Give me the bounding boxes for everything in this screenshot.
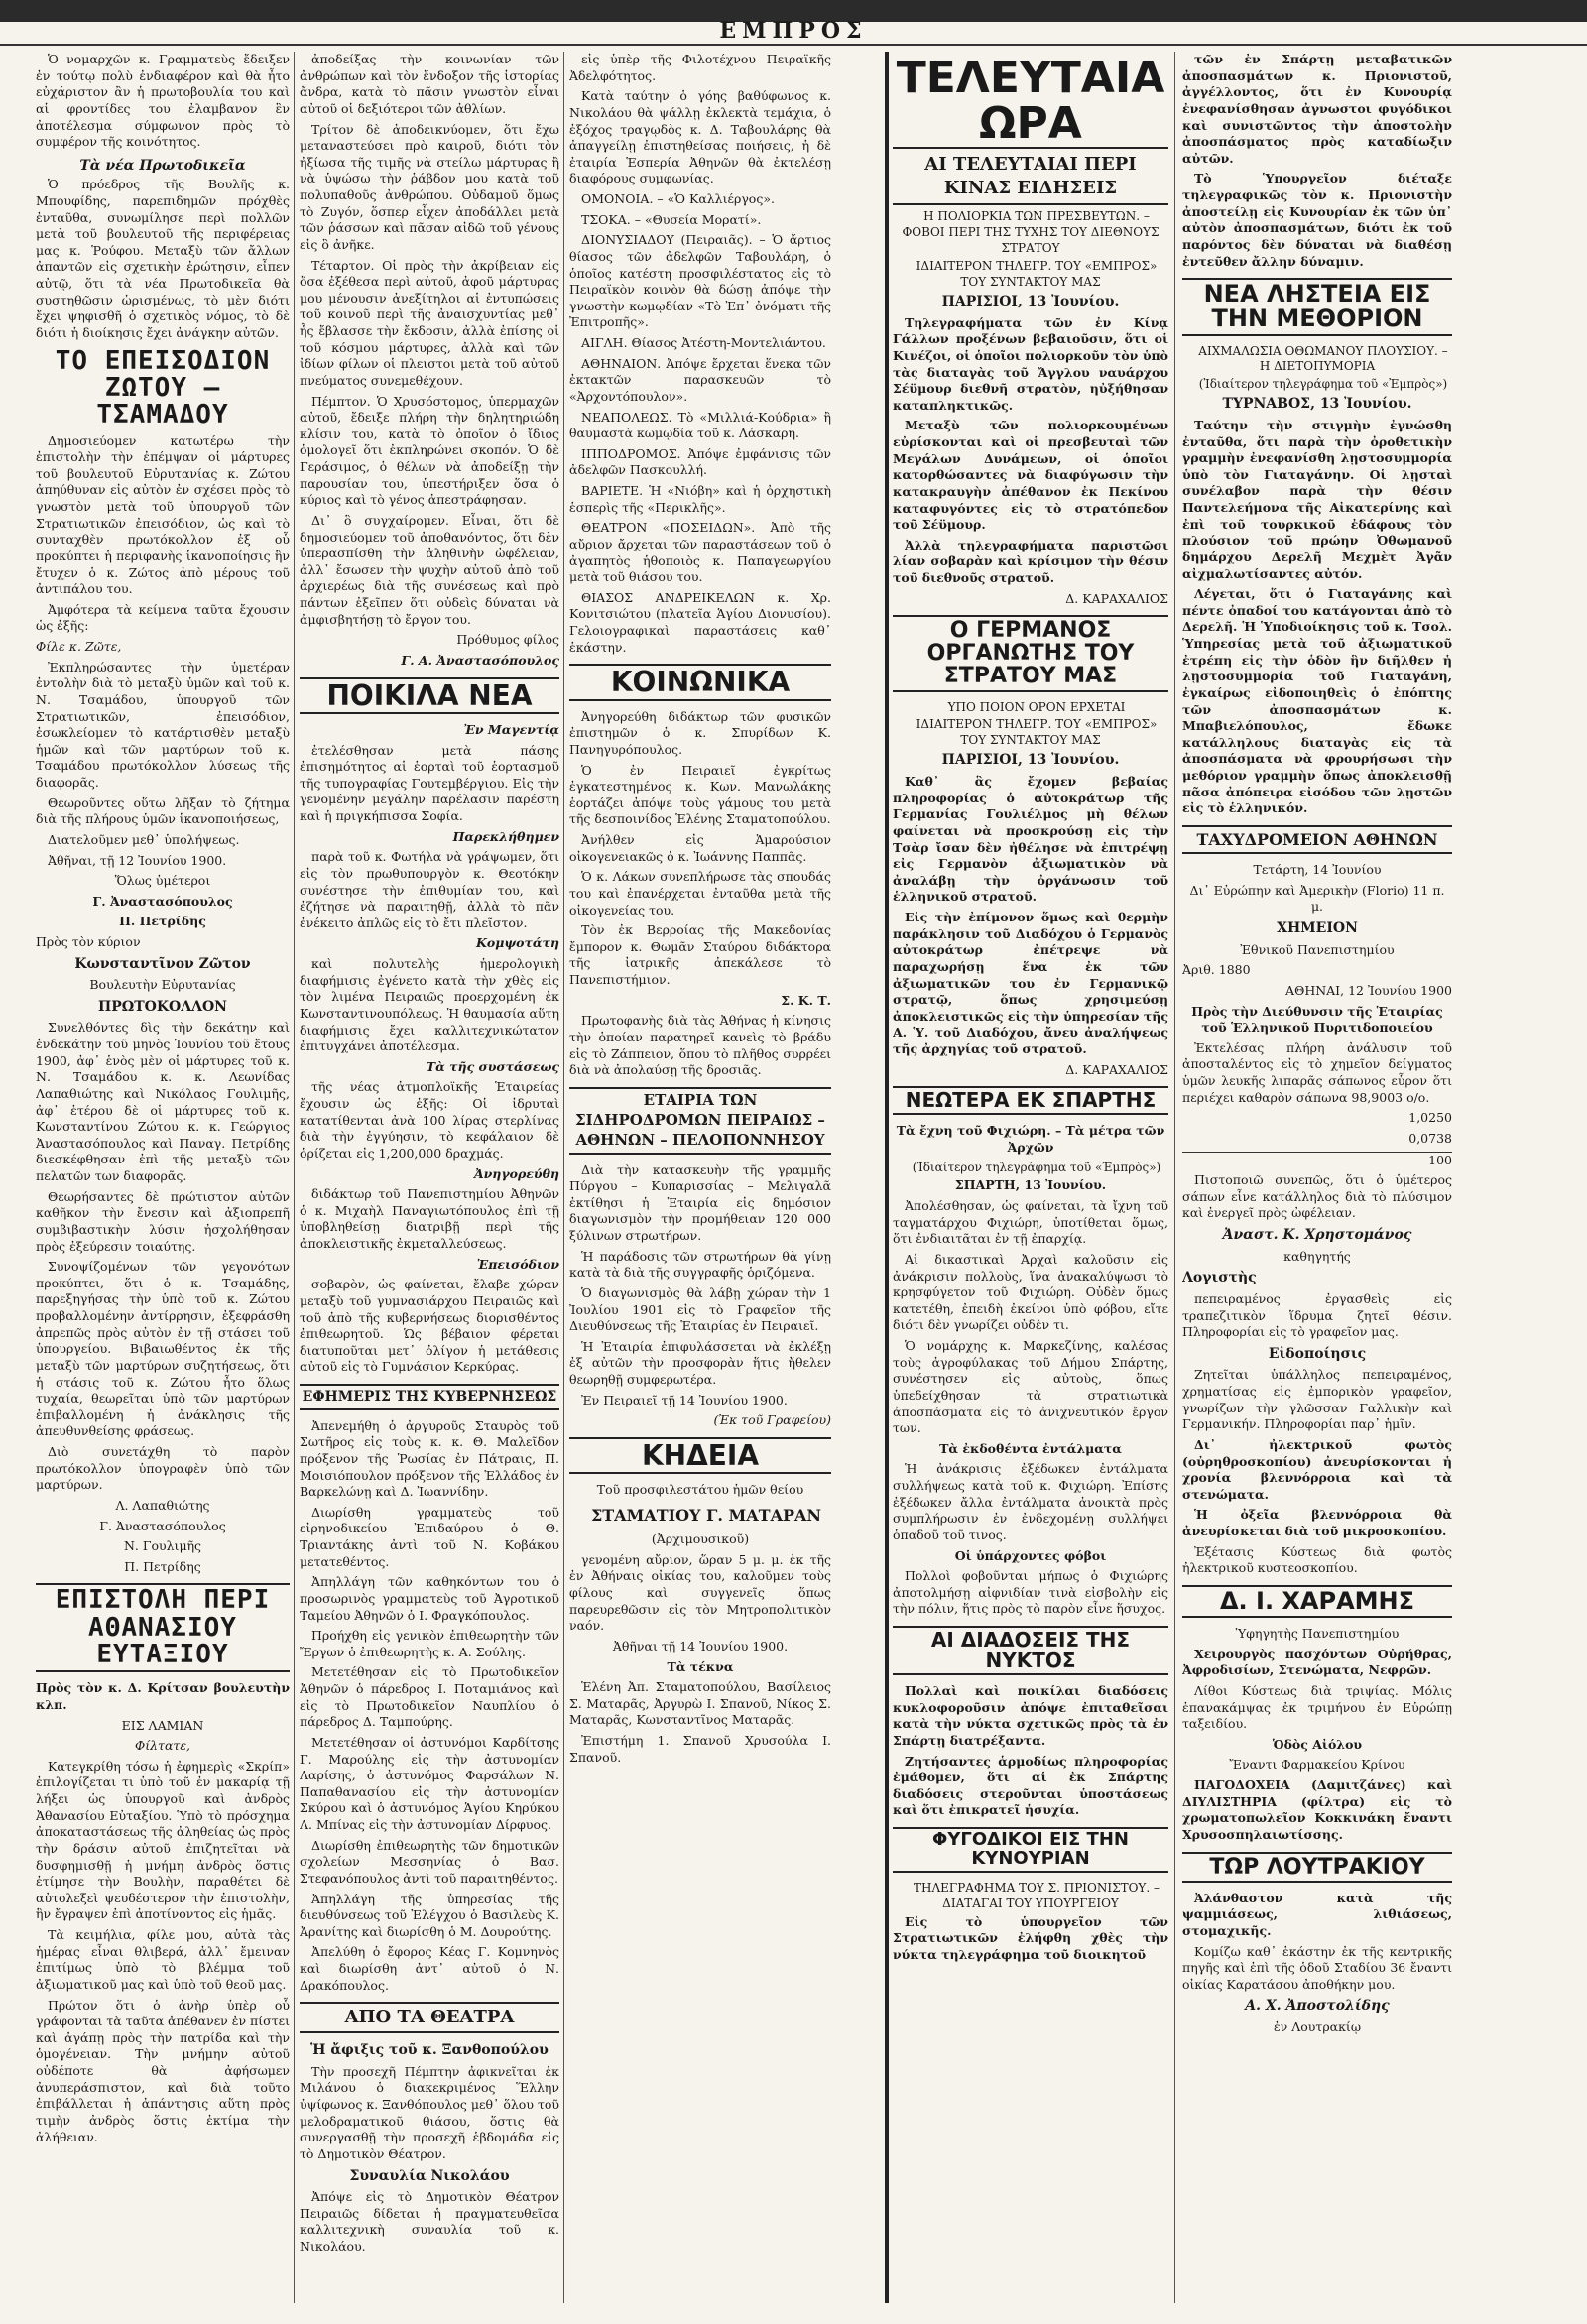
signature: Σ. Κ. Τ. <box>781 992 831 1008</box>
paragraph: Εἰς τὸ ὑπουργεῖον τῶν Στρατιωτικῶν ἐλήφθη χθὲς τὴν νύκτα τηλεγράφημα τοῦ διοικητοῦ <box>893 1913 1168 1963</box>
signature: Ἀναστ. Κ. Χρηστομάνος <box>1222 1227 1412 1244</box>
paragraph: Εἰς τὴν ἐπίμονον ὅμως καὶ θερμὴν παράκλησιν τοῦ Διαδόχου ὁ Γερμανὸς αὐτοκράτωρ ἐπέτρεψε νὰ παραχωρήσῃ ἕνα ἐκ τῶν ἀξιωματικῶν του ἐν Γερμανικῷ στρατῷ, ὅπως χρησιμεύσῃ ἀποκλειστικῶς εἰς τὴν ὑπηρεσίαν τῆς Α. Ὑ. τοῦ Διαδόχου, ἄνευ ἀναλήψεως τῆς ἀρχηγίας τοῦ στρατοῦ. <box>893 910 1168 1056</box>
deceased-name: ΣΤΑΜΑΤΙΟΥ Γ. ΜΑΤΑΡΑΝ <box>590 1505 822 1525</box>
article-headline: ΑΙ ΔΙΑΔΟΣΕΙΣ ΤΗΣ ΝΥΚΤΟΣ <box>893 1626 1168 1675</box>
ad-heading: Λογιστὴς <box>1182 1270 1257 1286</box>
paragraph: Ἡ ὀξεῖα βλεννόρροια θὰ ἀνευρίσκεται διὰ τοῦ μικροσκοπίου. <box>1182 1507 1452 1539</box>
witness: Π. Πετρίδης <box>124 1558 201 1574</box>
paragraph: Ἀνηγορεύθη διδάκτωρ τῶν φυσικῶν ἐπιστημῶν ὁ κ. Σπυρίδων Κ. Πανηγυρόπουλος. <box>569 708 831 757</box>
analysis-value: 1,0250 <box>1408 1110 1452 1126</box>
paragraph: Ἐπιστήμη 1. Σπανοῦ Χρυσούλα Ι. Σπανοῦ. <box>569 1733 831 1765</box>
paragraph: Προήχθη εἰς γενικὸν ἐπιθεωρητὴν τῶν Ἔργων ὁ ἐπιθεωρητὴς κ. Α. Σούλης. <box>300 1628 559 1659</box>
paragraph: ΑΙΓΛΗ. Θίασος Ἀτέστη-Μοντελιάντου. <box>581 335 826 350</box>
address: Ἔναντι Φαρμακείου Κρίνου <box>1229 1757 1405 1773</box>
article-headline: Ο ΓΕΡΜΑΝΟΣ ΟΡΓΑΝΩΤΗΣ ΤΟΥ ΣΤΡΑΤΟΥ ΜΑΣ <box>893 615 1168 691</box>
paragraph: Δημοσιεύομεν κατωτέρω τὴν ἐπιστολὴν τὴν ἐπέμψαν οἱ μάρτυρες τοῦ βουλευτοῦ Εὐρυτανίας κ. Ζώτου ἀπηύθυναν εἰς αὐτὸν ἐν σχέσει πρὸς τὸ γνωστὸν μετὰ τοῦ ὑπουργοῦ τῶν Στρατιωτικῶν ἐπεισόδιον, ὡς καὶ τὸ συνταχθὲν πρωτόκολλον ἐξ οὗ προκύπτει ἡ περιφανὴς ἱκανοποίησις ἣν ἔτυχεν ὁ κ. Ζώτος ἀπὸ μέρους τοῦ ἀντιπάλου του. <box>36 432 290 597</box>
paragraph: Μεταξὺ τῶν πολιορκουμένων εὐρίσκονται καὶ οἱ πρεσβευταὶ τῶν Μεγάλων Δυνάμεων, οἱ ὁποῖοι κατορθώσαντες νὰ διαφύγωσιν τὴν κατακραυγὴν ἀπέθανον ἐκ Πεκίνου καταφυγόντες εἰς τὸ στρατόπεδον τοῦ Σέϋμουρ. <box>893 418 1168 533</box>
closing: Πρόθυμος φίλος <box>456 632 559 648</box>
paragraph: Διὸ συνετάχθη τὸ παρὸν πρωτόκολλον ὑπογραφὲν ὑπὸ τῶν μαρτύρων. <box>36 1444 290 1493</box>
paragraph: Ζητήσαντες ἁρμοδίως πληροφορίας ἐμάθομεν, ὅτι αἱ ἐκ Σπάρτης διαδόσεις στεροῦνται ὑποστάσεως καὶ ὅτι ἐπικρατεῖ ἡσυχία. <box>893 1753 1168 1818</box>
paragraph: Ἀπελύθη ὁ ἔφορος Κέας Γ. Κομνηνὸς καὶ διωρίσθη ἀντ᾽ αὐτοῦ ὁ Ν. Δρακόπουλος. <box>300 1944 559 1993</box>
article-headline: ΕΠΙΣΤΟΛΗ ΠΕΡΙ ΑΘΑΝΑΣΙΟΥ ΕΥΤΑΞΙΟΥ <box>36 1583 290 1672</box>
page-headline: ΤΕΛΕΥΤΑΙΑ ΩΡΑ <box>893 56 1168 149</box>
paragraph: Δι᾽ ἠλεκτρικοῦ φωτὸς (οὐρηθροσκοπίου) ἀνευρίσκονται ἡ χρονία βλεννόρροια καὶ τὰ στενώματα. <box>1182 1436 1452 1502</box>
column-divider <box>885 52 889 2303</box>
paragraph: Δι᾽ Εὐρώπην καὶ Ἀμερικὴν (Florio) 11 π. μ. <box>1189 882 1445 915</box>
paragraph: ΘΙΑΣΟΣ ΑΝΔΡΕΙΚΕΛΩΝ κ. Χρ. Κονιτσιώτου (πλατεῖα Ἁγίου Διονυσίου). Γελοιογραφικαὶ παραστάσεις καθ᾽ ἑκάστην. <box>569 589 831 655</box>
paragraph: Συνοψίζομένων τῶν γεγονότων προκύπτει, ὅτι ὁ κ. Τσαμάδης, παρεξηγήσας τὴν ὑπὸ τοῦ κ. Ζώτου προβαλλομένην ἀντίρρησιν, ἐξεφράσθη ἀπρεπῶς πρὸς αὐτὸν ἐν τῇ στάσει τοῦ ὑπουργείου. Βιβαιωθέντος ἐκ τῆς μεταξὺ τῶν μαρτύρων συζητήσεως, ὅτι ἡ στάσις τοῦ κ. Ζώτου ἦτο ὅλως τυχαία, θεωρεῖται ὑπὸ τῶν μαρτύρων ἐπιβαλλομένη ἡ ἀνάκλησις τῆς ἀπευθυνθείσης φράσεως. <box>36 1259 290 1439</box>
column-2 <box>300 52 559 2303</box>
paragraph: ἀποδείξας τὴν κοινωνίαν τῶν ἀνθρώπων καὶ τὸν ἔνδοξον τῆς ἱστορίας ἄνδρα, κατὰ τὸ πᾶσιν γνωστὸν εἶναι αὐτοῦ οἱ δεξιότεροι τῶν ἀθλίων. <box>300 52 559 116</box>
column-4 <box>893 52 1168 2303</box>
paragraph: Ἀπολέσθησαν, ὡς φαίνεται, τὰ ἴχνη τοῦ ταγματάρχου Φιχιώρη, ὑποτίθεται ὅμως, ὅτι ἐνδιαιτᾶται ἐν τῇ ἐπαρχίᾳ. <box>893 1198 1168 1247</box>
addressee: Πρὸς τὸν κύριον <box>36 934 141 949</box>
paragraph: Διὰ τὴν κατασκευὴν τῆς γραμμῆς Πύργου – Κυπαρισσίας – Μελιγαλᾶ ἐκτίθησι ἡ Ἑταιρία εἰς δημόσιον διαγωνισμὸν τὴν προμήθειαν 120 000 ξύλινων στρωτήρων. <box>569 1162 831 1244</box>
paragraph: Ὁ διαγωνισμὸς θὰ λάβῃ χώραν τὴν 1 Ἰουλίου 1901 εἰς τὸ Γραφεῖον τῆς Διευθύνσεως τῆς Ἑταιρίας ἐν Πειραιεῖ. <box>569 1284 831 1334</box>
paragraph: Ἐθνικοῦ Πανεπιστημίου <box>1240 941 1395 957</box>
address: Ὁδὸς Αἰόλου <box>1272 1736 1363 1752</box>
signature-place: ἐν Λουτρακίῳ <box>1273 2019 1362 2035</box>
news-kicker: Ἀνηγορεύθη <box>473 1165 559 1181</box>
paragraph: καὶ πολυτελὴς ἡμερολογικὴ διαφήμισις ἐγένετο κατὰ τὴν χθὲς εἰς τὸν λιμένα Πειραιῶς προερχομένη ἐκ Κωνσταντινουπόλεως. Ἡ θαυμασία αὕτη διαφήμισις ἔχει καλλιτεχνικώτατον ἐπιτυγχάνει ἀποτέλεσμα. <box>300 956 559 1054</box>
subheading: ΑΙΧΜΑΛΩΣΙΑ ΟΘΩΜΑΝΟΥ ΠΛΟΥΣΙΟΥ. – Η ΔΙΕΤΟΠΥΜΟΡΙΑ <box>1198 343 1448 374</box>
paragraph: Αἱ δικαστικαὶ Ἀρχαὶ καλοῦσιν εἰς ἀνάκρισιν πολλοὺς, ἵνα ἀνακαλύψωσι τὸ κρησφύγετον τοῦ Φιχιώρη. Οὐδὲν ὅμως κατετέθη, ἐπειδὴ ἐκείνοι ὑπὸ φόβου, εἴτε διότι δὲν γνωρίζει οὐδὲν τι. <box>893 1251 1168 1333</box>
paragraph: Ἡ παράδοσις τῶν στρωτήρων θὰ γίνῃ κατὰ τὰ διὰ τῆς συγγραφῆς ὁριζόμενα. <box>569 1248 831 1281</box>
dateline: Ἀθῆναι τῇ 14 Ἰουνίου 1900. <box>612 1638 789 1653</box>
subheading: (Ἰδιαίτερον τηλεγράφημα τοῦ «Ἐμπρὸς») <box>1198 377 1448 392</box>
paragraph: Διατελοῦμεν μεθ᾽ ὑπολήψεως. <box>48 831 240 847</box>
paragraph: Λίθοι Κύστεως διὰ τριψίας. Μόλις ἐπανακάμψας ἐκ τριμήνου ἐν Εὐρώπῃ ταξειδίου. <box>1182 1682 1452 1732</box>
subheading: ΤΗΛΕΓΡΑΦΗΜΑ ΤΟΥ Σ. ΠΡΙΟΝΙΣΤΟΥ. – ΔΙΑΤΑΓΑΙ ΤΟΥ ΥΠΟΥΡΓΕΙΟΥ <box>914 1880 1160 1910</box>
paragraph: τῆς νέας ἀτμοπλοϊκῆς Ἑταιρείας ἔχουσιν ὡς ἑξῆς: Οἱ ἱδρυταὶ κατατίθενται ἀνὰ 100 λίρας στερλίνας διὰ τὴν ἐγγύησιν, τὸ κεφάλαιον δὲ ὁρίζεται εἰς 1,200,000 δραχμάς. <box>300 1079 559 1161</box>
subheading: ΙΔΙΑΙΤΕΡΟΝ ΤΗΛΕΓΡ. ΤΟΥ «ΕΜΠΡΟΣ» ΤΟΥ ΣΥΝΤΑΚΤΟΥ ΜΑΣ <box>916 717 1158 748</box>
article-headline: ΑΙ ΤΕΛΕΥΤΑΙΑΙ ΠΕΡΙ ΚΙΝΑΣ ΕΙΔΗΣΕΙΣ <box>893 153 1168 205</box>
paragraph: παρὰ τοῦ κ. Φωτήλα νὰ γράψωμεν, ὅτι εἰς τὸν πρωθυπουργὸν κ. Θεοτόκην συνέστησε τὴν ἐπιθυμίαν του, καὶ ἐζήτησε νὰ παραιτηθῇ, ἀλλὰ τὸ πᾶν ἐνέκειτο ἀπλῶς εἰς τὸ ἔτι πλεῖστον. <box>300 849 559 930</box>
paragraph: ΙΠΠΟΔΡΟΜΟΣ. Ἀπόψε ἐμφάνισις τῶν ἀδελφῶν Πασκουλλή. <box>569 445 831 478</box>
paragraph: Ὑφηγητὴς Πανεπιστημίου <box>1235 1626 1400 1642</box>
salutation: Φίλε κ. Ζῶτε, <box>36 639 122 654</box>
paragraph: εἰς ὑπὲρ τῆς Φιλοτέχνου Πειραϊκῆς Ἀδελφότητος. <box>569 52 831 83</box>
signature: Γ. Ἀναστασόπουλος <box>92 893 233 909</box>
paragraph: Ὁ πρόεδρος τῆς Βουλῆς κ. Μπουφίδης, παρεπιδημῶν πρόχθὲς ἐνταῦθα, συνωμίλησε περὶ πολλῶν μετὰ τοῦ βουλευτοῦ τῆς περιφέρειας μας κ. Ῥούφου. Μεταξὺ τῶν ἄλλων ἀπαντῶν εἰς σχετικὴν ἐρώτησιν, εἶπεν αὐτῷ, ὅτι τὰ νέα Πρωτοδικεῖα θὰ συστηθῶσιν ὡρισμένως, τὸ μὲν διότι ἔχει ψηφισθῆ ὁ σχετικὸς νόμος, τὸ δὲ διότι ἡ διοίκησις ἔχει ἀνάγκην αὐτῶν. <box>36 177 290 340</box>
signature: Γ. Α. Ἀναστασόπουλος <box>401 652 559 668</box>
addressee-place: ΕΙΣ ΛΑΜΙΑΝ <box>121 1717 204 1733</box>
paragraph: Τὸ Ὑπουργεῖον διέταξε τηλεγραφικῶς τὸν κ. Πριονιστὴν ἀποστείλῃ εἰς Κυνουρίαν ἐκ τῶν ὑπ᾽ αὐτὸν ἀποσπασμάτων, διότι ἐκ τοῦ παρόντος δὲν δύναται νὰ διαθέσῃ ἐντεῦθεν ἄλλην δύναμιν. <box>1182 171 1452 269</box>
news-kicker: Τὰ ἐκδοθέντα ἐντάλματα <box>939 1440 1122 1456</box>
paragraph: Ἀπενεμήθη ὁ ἀργυροῦς Σταυρὸς τοῦ Σωτῆρος εἰς τοὺς κ. κ. Θ. Μαλεῖδον πρόξενον τῆς Ῥωσίας ἐν Πάτραις, Π. Μοισιόπουλον πρόξενον τῆς Ἑλλάδος ἐν Βαρκελώνῃ καὶ Δ. Ἰωαννίδην. <box>300 1417 559 1500</box>
dateline: ΑΘΗΝΑΙ, 12 Ἰουνίου 1900 <box>1285 982 1452 998</box>
news-kicker: Συναυλία Νικολάου <box>349 2167 510 2184</box>
paragraph: Κομίζω καθ᾽ ἑκάστην ἐκ τῆς κεντρικῆς πηγῆς καὶ ἐπὶ τῆς ὁδοῦ Σταδίου 36 ἔναντι οἰκίας Καρατάσου ἀποθήκην μου. <box>1182 1943 1452 1992</box>
paragraph: Ἀνήλθεν εἰς Ἁμαρούσιον οἰκογενειακῶς ὁ κ. Ἰωάννης Παππᾶς. <box>569 832 831 864</box>
masthead-rule <box>0 44 1587 46</box>
section-headline: ΤΑΧΥΔΡΟΜΕΙΟΝ ΑΘΗΝΩΝ <box>1182 825 1452 854</box>
paragraph: Πέμπτον. Ὁ Χρυσόστομος, ὑπερμαχῶν αὐτοῦ, ἔδειξε πλήρη τὴν δηλητηριώδη κλίσιν του, κατὰ τὸ ὁποῖον ὁ ἴδιος ὁμολογεῖ ὅτι ἐκπληρώνει σκοπόν. Ὁ δὲ Γεράσιμος, ὁ θέλων νὰ ἀποδείξῃ τὴν παρουσίαν του, ὑπεστήριξεν ὅσα ὁ κύριος καὶ τὸ γένος ἀπεστράφησαν. <box>300 393 559 508</box>
section-heading: Τὰ νέα Πρωτοδικεῖα <box>79 157 246 174</box>
mourners-heading: Τὰ τέκνα <box>667 1658 734 1674</box>
ad-heading: Εἰδοποίησις <box>1268 1345 1367 1362</box>
addressee: Πρὸς τὴν Διεύθυνσιν τῆς Ἑταιρίας τοῦ Ἑλληνικοῦ Πυριτιδοποιείου <box>1191 1003 1443 1036</box>
paragraph: Ἐν Πειραιεῖ τῇ 14 Ἰουνίου 1900. <box>581 1392 788 1407</box>
source: (Ἐκ τοῦ Γραφείου) <box>713 1412 831 1428</box>
paragraph: Ἡ Ἑταιρία ἐπιφυλάσσεται νὰ ἐκλέξῃ ἐξ αὐτῶν τὴν προσφορὰν ἥτις ἤθελεν θεωρηθῇ συμφερωτέρα. <box>569 1338 831 1388</box>
paragraph: Συνελθόντες δὶς τὴν δεκάτην καὶ ἑνδεκάτην τοῦ μηνὸς Ἰουνίου τοῦ ἔτους 1900, ἀφ᾽ ἑνὸς μὲν οἱ μάρτυρες τοῦ κ. Ν. Τσαμάδου κ. κ. Λεωνίδας Λαπαθιώτης καὶ Νικόλαος Γουλιμῆς, ἀφ᾽ ἑτέρου δὲ οἱ μάρτυρες τοῦ κ. Κωνσταντίνου Ζώτου κ. κ. Γεώργιος Ἀναστασόπουλος καὶ Παναγ. Πετρίδης διεσκέφθησαν ἐπὶ τῆς μεταξὺ τῶν πελατῶν των διαφορᾶς. <box>36 1020 290 1184</box>
paragraph: Ἀλάνθαστον κατὰ τῆς ψαμμιάσεως, λιθιάσεως, στομαχικῆς. <box>1182 1890 1452 1938</box>
paragraph: Θεωρήσαντες δὲ πρώτιστον αὐτῶν καθῆκον τὴν ἔνεσιν καὶ ἀξιοπρεπῆ συμβιβαστικὴν λύσιν ἠσχολήθησαν πρὸς ἐξεύρεσιν τοιαύτης. <box>36 1188 290 1254</box>
advert-headline: ΕΤΑΙΡΙΑ ΤΩΝ ΣΙΔΗΡΟΔΡΟΜΩΝ ΠΕΙΡΑΙΩΣ – ΑΘΗΝΩΝ – ΠΕΛΟΠΟΝΝΗΣΟΥ <box>569 1087 831 1155</box>
news-kicker: Οἱ ὑπάρχοντες φόβοι <box>954 1547 1107 1563</box>
news-kicker: Ἐν Μαγεντίᾳ <box>463 721 559 737</box>
paragraph: Καθ᾽ ἃς ἔχομεν βεβαίας πληροφορίας ὁ αὐτοκράτωρ τῆς Γερμανίας Γουλιέλμος μὴ θέλων φαίνεται νὰ προσκρούσῃ εἰς τὴν Τσὰρ ἴσαν δὲν ἠθέλησε νὰ ἐπιτρέψῃ εἰς Γερμανὸν ἀξιωματικὸν νὰ ἀναλάβῃ τὴν ὀργάνωσιν τοῦ ἑλληνικοῦ στρατοῦ. <box>893 774 1168 905</box>
signature: Π. Πετρίδης <box>119 914 206 929</box>
news-kicker: Ἡ ἄφιξις τοῦ κ. Ξανθοπούλου <box>310 2042 549 2059</box>
paragraph: Ὁ κ. Λάκων συνεπλήρωσε τὰς σπουδάς του καὶ ἐπανέρχεται ἐνταῦθα μετὰ τῆς οἰκογενείας του. <box>569 869 831 917</box>
paragraph: Ταύτην τὴν στιγμὴν ἐγνώσθη ἐνταῦθα, ὅτι παρὰ τὴν ὀροθετικὴν γραμμὴν ἐνεφανίσθη λῃστοσυμμορία ὑπὸ τὸν Γιαταγάνην. Οἱ λῃσταὶ συνέλαβον παρὰ τὴν θέσιν Παντελεήμονα τῆς Αἰκατερίνης καὶ ἐπὶ τοῦ τουρκικοῦ ἐδάφους τὸν πλούσιον τοῦ πρώην Ὀθωμανοῦ δημάρχου Δερελῆ Μεχμὲτ Ἀγᾶν αἰχμαλωτίσαντες αὐτόν. <box>1182 417 1452 581</box>
paragraph: ΑΘΗΝΑΙΟΝ. Ἀπόψε ἔρχεται ἕνεκα τῶν ἐκτακτῶν παρασκευῶν τὸ «Ἀρχοντόπουλον». <box>569 355 831 404</box>
paragraph: Χειρουργὸς πασχόντων Οὐρήθρας, Ἀφροδισίων, Στενώματα, Νεφρῶν. <box>1182 1646 1452 1678</box>
paragraph: Διωρίσθη γραμματεὺς τοῦ εἰρηνοδικείου Ἐπιδαύρου ὁ Θ. Τριαντάκης ἀντὶ τοῦ Ν. Κοβάκου μετατεθέντος. <box>300 1504 559 1569</box>
signature: Α. Χ. Ἀποστολίδης <box>1245 1998 1390 2015</box>
article-headline: ΦΥΓΟΔΙΚΟΙ ΕΙΣ ΤΗΝ ΚΥΝΟΥΡΙΑΝ <box>893 1827 1168 1873</box>
paragraph: διδάκτωρ τοῦ Πανεπιστημίου Ἀθηνῶν ὁ κ. Μιχαὴλ Παναγιωτόπουλος ἐπὶ τῇ ὑποβληθείσῃ διατριβῇ περὶ τῆς ἀποκλειστικῆς ἐκμεταλλεύσεως. <box>300 1186 559 1252</box>
paragraph: Πρώτον ὅτι ὁ ἀνὴρ ὑπὲρ οὗ γράφονται τὰ ταῦτα ἀπέθανεν ἐν πίστει καὶ ἀγάπῃ πρὸς τὴν πατρίδα καὶ τὴν ὁμογένειαν. Τὴν μνήμην αὐτοῦ οὐδέποτε θὰ ἀφήσωμεν ἀνυπεράσπιστον, καὶ διὰ τοῦτο ἐπιβάλλεται ἡ ἀπάντησις αὕτη πρὸς τιμὴν ἀνδρὸς ὅστις ἐκτίμα τὴν ἀλήθειαν. <box>36 1997 290 2144</box>
paragraph: Πολλαὶ καὶ ποικίλαι διαδόσεις κυκλοφοροῦσιν ἀπόψε ἐπιταθεῖσαι κατὰ τὴν νύκτα σχετικῶς πρὸς τὰ ἐν Σπάρτῃ διατρέξαντα. <box>893 1683 1168 1748</box>
paragraph: Πολλοὶ φοβοῦνται μήπως ὁ Φιχιώρης ἀποτολμήσῃ αἰφνιδίαν τινὰ εἰσβολὴν εἰς τὴν πόλιν, ἥτις πρὸς τὸ παρὸν εἶνε ἥσυχος. <box>893 1568 1168 1617</box>
dateline: ΠΑΡΙΣΙΟΙ, 13 Ἰουνίου. <box>941 752 1120 769</box>
witness: Λ. Λαπαθιώτης <box>115 1497 210 1513</box>
paragraph: Ἀπηλλάγη τῆς ὑπηρεσίας τῆς διευθύνσεως τοῦ Ἐλέγχου ὁ Βασιλεὺς Κ. Ἀρανίτης καὶ διωρίσθη ὁ Μ. Δουρούτης. <box>300 1891 559 1939</box>
column-3 <box>569 52 831 2303</box>
paragraph: Ἀλλὰ τηλεγραφήματα παριστῶσι λίαν σοβαρὰν καὶ κρίσιμον τὴν θέσιν τοῦ διεθνοῦς στρατοῦ. <box>893 537 1168 585</box>
subheading: Τὰ ἔχνη τοῦ Φιχιώρη. – Τὰ μέτρα τῶν Ἀρχῶν <box>896 1123 1165 1155</box>
dateline: Ἀθῆναι, τῇ 12 Ἰουνίου 1900. <box>48 852 227 868</box>
advert-headline: ΤΩΡ ΛΟΥΤΡΑΚΙΟΥ <box>1182 1852 1452 1883</box>
section-headline: ΑΠΟ ΤΑ ΘΕΑΤΡΑ <box>300 2002 559 2033</box>
column-1 <box>36 52 290 2303</box>
signature: Δ. ΚΑΡΑΧΑΛΙΟΣ <box>1065 590 1168 606</box>
section-heading: ΧΗΜΕΙΟΝ <box>1277 920 1358 937</box>
addressee-title: Βουλευτὴν Εὐρυτανίας <box>89 977 236 993</box>
section-headline: ΚΟΙΝΩΝΙΚΑ <box>569 664 831 700</box>
paragraph: ΒΑΡΙΕΤΕ. Ἡ «Νιόβη» καὶ ἡ ὀρχηστικὴ ἑσπερὶς τῆς «Περικλῆς». <box>569 483 831 515</box>
paragraph: πεπειραμένος ἐργασθεὶς εἰς τραπεζιτικὸν ἵδρυμα ζητεῖ θέσιν. Πληροφορίαι εἰς τὸ γραφεῖον μας. <box>1182 1290 1452 1340</box>
paragraph: Ὁ νομάρχης κ. Μαρκεζίνης, καλέσας τοὺς ἀγροφύλακας τοῦ Δήμου Σπάρτης, συνέστησεν εἰς αὐτοὺς, ὅπως ὑπεδείχθησαν τὰ στρατιωτικὰ ἀποσπάσματα εἰς τὸ ἀνιχνευτικόν ἔργον των. <box>893 1338 1168 1436</box>
subheading: Η ΠΟΛΙΟΡΚΙΑ ΤΩΝ ΠΡΕΣΒΕΥΤΩΝ. – ΦΟΒΟΙ ΠΕΡΙ ΤΗΣ ΤΥΧΗΣ ΤΟΥ ΔΙΕΘΝΟΥΣ ΣΤΡΑΤΟΥ <box>902 209 1160 256</box>
news-kicker: Ἐπεισόδιον <box>476 1256 559 1272</box>
paragraph: Τὰ κειμήλια, φίλε μου, αὐτὰ τὰς ἡμέρας εἶναι θλιβερά, ἀλλ᾽ ἔμειναν ἐπιτίμως ὑπὸ τὸ βλέμμα τοῦ ἀξιωματικοῦ μας καὶ ὑπὸ τοῦ θεοῦ μας. <box>36 1927 290 1992</box>
paragraph: Ὁ νομαρχῶν κ. Γραμματεὺς ἔδειξεν ἐν τούτῳ πολὺ ἐνδιαφέρον καὶ θὰ ἦτο εὐχάριστον ἂν ἡ πρωτοβουλία του καὶ αἱ φροντίδες του ἐλαμβανον ἓν ἀποτέλεσμα σύμφωνον πρὸς τὸ συμφέρον τῆς κοινότητος. <box>36 52 290 150</box>
paragraph: Τηλεγραφήματα τῶν ἐν Κίνᾳ Γάλλων προξένων βεβαιοῦσιν, ὅτι οἱ Κινέζοι, οἱ ὁποῖοι πολιορκοῦν τὸν ὑπὸ τὰς διαταγὰς τοῦ Ἄγγλου ναυάρχου Σέϋμουρ διεθνῆ στρατὸν, ηὐξήθησαν καταπληκτικῶς. <box>893 314 1168 413</box>
masthead <box>0 0 1587 44</box>
news-kicker: Τὰ τῆς συστάσεως <box>426 1058 559 1074</box>
paragraph: ΠΑΓΟΔΟΧΕΙΑ (Δαμιτζάνες) καὶ ΔΙΥΛΙΣΤΗΡΙΑ (φίλτρα) εἰς τὸ χρωματοπωλεῖον Κοκκινάκη ἔναντι Χρυσοσπηλαιωτίσσης. <box>1182 1777 1452 1842</box>
paragraph: σοβαρὸν, ὡς φαίνεται, ἔλαβε χώραν μεταξὺ τοῦ γυμνασιάρχου Πειραιῶς καὶ τοῦ ἀπὸ τῆς κυβερνήσεως διορισθέντος ἐπιθεωρητοῦ. Ὡς βέβαιον φέρεται διατυποῦται μετ᾽ ὀλίγον ἡ μετάθεσις αὐτοῦ εἰς τὸ Γυμνάσιον Κερκύρας. <box>300 1277 559 1375</box>
paragraph: ΤΣΟΚΑ. – «Θυσεία Μορατί». <box>581 211 762 227</box>
paragraph: Μετετέθησαν εἰς τὸ Πρωτοδικεῖον Ἀθηνῶν ὁ πάρεδρος Ι. Ποταμιάνος καὶ εἰς τὸ Πρωτοδικεῖον Ναυπλίου ὁ πάρεδρος Δ. Ταμπούρης. <box>300 1664 559 1730</box>
paragraph: Δι᾽ ὃ συγχαίρομεν. Εἶναι, ὅτι δὲ δημοσιεύομεν τοῦ ἀποθανόντος, ὅτι δὲν ὑπερασπίσθη τὴν ἀληθινὴν ὠφέλειαν, ἀλλ᾽ ἔσωσεν τὴν ψυχὴν αὐτοῦ ἀπὸ τοῦ ἀρχιερέως διὰ τῆς συνέσεως καὶ πρὸ πάντων ἐξεῖπεν ὅτι οὐδεὶς δύναται νὰ ἀμφισβητήσῃ τὸ ἔργον του. <box>300 512 559 627</box>
dateline: ΤΥΡΝΑΒΟΣ, 13 Ἰουνίου. <box>1222 396 1412 413</box>
paragraph: Ἐκτελέσας πλήρη ἀνάλυσιν τοῦ ἀποσταλέντος εἰς τὸ χημεῖον δείγματος ὑμῶν λευκῆς λιπαρᾶς σάπωνος εὗρον ὅτι περιέχει καθαρὸν σάπωνα 98,9003 ο/ο. <box>1182 1040 1452 1105</box>
paragraph: ΟΜΟΝΟΙΑ. – «Ὁ Καλλιέργος». <box>581 191 775 206</box>
closing: Ὅλως ὑμέτεροι <box>114 873 211 889</box>
subheading: (Ἰδιαίτερον τηλεγράφημα τοῦ «Ἐμπρὸς») <box>912 1160 1161 1174</box>
paragraph: Λέγεται, ὅτι ὁ Γιαταγάνης καὶ πέντε ὀπαδοί του κατάγονται ἀπὸ τὸ Δερελῆ. Ἡ Ὑποδιοίκησις τοῦ κ. Τσολ. Ὑπηρεσίας μετὰ τοῦ ἀξιωματικοῦ ἐτρέπη εἰς τὴν ὁδὸν ἣν διῆλθεν ἡ λῃστοσυμμορία τοῦ Γιαταγάνη, ἐγκαίρως εἰδοποιηθεὶς ὁ ἐπόπτης τῶν ἀποσπασμάτων κ. Μπαβιελόπουλος, ἔδωκε κατάλληλους διαταγὰς εἰς τὰ ἀποσπάσματα νὰ φρουρήσωσι τὴν μεθόριον γραμμὴν ὅπως ἀποκλεισθῇ πᾶσα ἀπόπειρα εἰσόδου τῶν λῃστῶν εἰς τὸ ἑλληνικόν. <box>1182 586 1452 816</box>
section-headline: ΚΗΔΕΙΑ <box>569 1437 831 1474</box>
paragraph: ἐτελέσθησαν μετὰ πάσης ἐπισημότητος αἱ ἑορταὶ τοῦ ἑορτασμοῦ τῆς τυπογραφίας Γουτεμβέργιου. Εἰς τὴν γενομένην μεγάλην παρέλασιν παρέστη καὶ ἡ πριγκήπισσα Σοφία. <box>300 742 559 824</box>
witness: Γ. Ἀναστασόπουλος <box>99 1518 226 1533</box>
witness: Ν. Γουλιμῆς <box>123 1538 202 1554</box>
addressee: Πρὸς τὸν κ. Δ. Κρίτσαν βουλευτὴν κλπ. <box>36 1680 290 1712</box>
advert-headline: Δ. Ι. ΧΑΡΑΜΗΣ <box>1182 1585 1452 1618</box>
salutation: Φίλτατε, <box>134 1738 191 1754</box>
paragraph: Ἀπόψε εἰς τὸ Δημοτικὸν Θέατρον Πειραιῶς δίδεται ἡ πραγματευθεῖσα καλλιτεχνικὴ συναυλία τοῦ κ. Νικολάου. <box>300 2189 559 2255</box>
paragraph: Τρίτον δὲ ἀποδεικνύομεν, ὅτι ἔχω μεταναστεύσει πρὸ καιροῦ, διότι τὸν ἠξίωσα τῆς τιμῆς νὰ στείλω μάρτυρας ἢ νὰ ὑψώσω τὴν ῥάβδον μου κατὰ τοῦ πολυπαθοῦς ἀνθρώπου. Οὐδαμοῦ ὅμως τὸ Ζυγόν, ὅσπερ εἶχεν ἀποδάλλει μετὰ τῶν ῥάσσων καὶ πᾶσαν αἰδῶ τοῦ γένους εἰς ὃ ἀνῆκε. <box>300 121 559 252</box>
paragraph: τῶν ἐν Σπάρτῃ μεταβατικῶν ἀποσπασμάτων κ. Πριονιστοῦ, ἀγγέλλοντος, ὅτι ἐν Κυνουρίᾳ ἐνεφανίσθησαν ἀγνωστοι φυγόδικοι καὶ συνιστῶντος τὴν ἀποστολὴν ἀποσπάσματος πρὸς καταδίωξιν αὐτῶν. <box>1182 52 1452 166</box>
paragraph: Θεωροῦντες οὕτω λῆξαν τὸ ζήτημα διὰ τῆς πλήρους ὑμῶν ἱκανοποιήσεως, <box>36 795 290 827</box>
article-headline: ΤΟ ΕΠΕΙΣΟΔΙΟΝ ΖΩΤΟΥ – ΤΣΑΜΑΔΟΥ <box>55 345 271 430</box>
dateline: ΣΠΑΡΤΗ, 13 Ἰουνίου. <box>954 1177 1107 1193</box>
column-divider <box>563 52 564 2303</box>
paragraph: Ἐξέτασις Κύστεως διὰ φωτὸς ἠλεκτρικοῦ κυστεοσκοπίου. <box>1182 1543 1452 1576</box>
article-headline: ΝΕΑ ΛΗΣΤΕΙΑ ΕΙΣ ΤΗΝ ΜΕΘΟΡΙΟΝ <box>1182 278 1452 335</box>
signature: Δ. ΚΑΡΑΧΑΛΙΟΣ <box>1065 1061 1168 1077</box>
paragraph: Τοῦ προσφιλεστάτου ἡμῶν θείου <box>596 1482 804 1498</box>
paragraph: Τέταρτον. Οἱ πρὸς τὴν ἀκρίβειαν εἰς ὅσα ἐξέθεσα περὶ αὐτοῦ, ἀφοῦ μάρτυρας μου μένουσιν ἀνεξίτηλοι αἱ ἐντυπώσεις τοῦ κοινοῦ περὶ τῆς ἀναισχυντίας μεθ᾽ ἧς ἔβλασσε τὴν ἔκδοσιν, ἀλλὰ ἐπίσης οἱ τοῦ κόσμου μάρτυρες, ἀλλὰ καὶ τῶν ἰδίων φίλων οἱ πλειστοι μετὰ τοῦ αὐτοῦ πνεύματος συνεμεθέχουν. <box>300 257 559 388</box>
paragraph: Ἀπηλλάγη τῶν καθηκόντων του ὁ προσωρινὸς γραμματεὺς τοῦ Ἀγροτικοῦ Ταμείου Ἀθηνῶν ὁ Ι. Φραγκόπουλος. <box>300 1574 559 1623</box>
column-divider <box>294 52 295 2303</box>
paragraph: Κατὰ ταύτην ὁ γόης βαθύφωνος κ. Νικολάου θὰ ψάλλῃ ἐκλεκτὰ τεμάχια, ὁ ἐξόχος τραγῳδὸς κ. Δ. Ταβουλάρης θὰ ἀπαγγείλῃ ἐπιστηθείσας ποιήσεις, ἡ δὲ ἐταιρία Ἑσπερία Ἀθηνῶν θὰ ἐκτελέσῃ διαφόρους συμφωνίας. <box>569 88 831 186</box>
section-heading: ΠΡΩΤΟΚΟΛΛΟΝ <box>98 998 227 1015</box>
paragraph: ΘΕΑΤΡΟΝ «ΠΟΣΕΙΔΩΝ». Ἀπὸ τῆς αὔριον ἄρχεται τῶν παραστάσεων τοῦ ὁ ἀγαπητὸς ἡθοποιὸς κ. Παπαγεωργίου μετὰ τοῦ θιάσου του. <box>569 520 831 585</box>
paragraph: Ἐκπληρώσαντες τὴν ὑμετέραν ἐντολὴν διὰ τὸ μεταξὺ ὑμῶν καὶ τοῦ κ. Ν. Τσαμάδου, ὑπουργοῦ τῶν Στρατιωτικῶν, ἐπεισόδιον, ἐσωκλείομεν τὸ κατάρτισθὲν μεταξὺ ἡμῶν καὶ τῶν μαρτύρων τοῦ κ. Τσαμάδου πρωτόκολλον λύσεως τῆς διαφορᾶς. <box>36 659 290 790</box>
paragraph: Ἑλένη Ἀπ. Σταματοπούλου, Βασίλειος Σ. Ματαρᾶς, Ἀργυρὼ Ι. Σπανοῦ, Νίκος Σ. Ματαρᾶς, Κωνσταντῖνος Ματαρᾶς. <box>569 1679 831 1728</box>
subheading: ΥΠΟ ΠΟΙΟΝ ΟΡΟΝ ΕΡΧΕΤΑΙ <box>947 699 1126 714</box>
paragraph: ΝΕΑΠΟΛΕΩΣ. Τὸ «Μιλλιά-Κούδρια» ἢ θαυμαστὰ κωμῳδία τοῦ κ. Λάσκαρη. <box>569 409 831 441</box>
news-kicker: Κομψοτάτη <box>476 935 559 951</box>
paragraph: Τὸν ἐκ Βερροίας τῆς Μακεδονίας ἔμπορον κ. Θωμᾶν Σταύρου διδάκτορα τῆς ἰατρικῆς ἀπεκάλεσε τὸ Πανεπιστήμιον. <box>569 922 831 988</box>
paragraph: Ὁ ἐν Πειραιεῖ ἐγκρίτως ἐγκατεστημένος κ. Κων. Μανωλάκης ἑορτάζει ἀπόψε τοὺς γάμους του μετὰ τῆς δεσποινίδος Ἑλένης Σταματοπούλου. <box>569 762 831 827</box>
masthead-title: ΕΜΠΡΟΣ <box>719 18 868 44</box>
paragraph: Πιστοποιῶ συνεπῶς, ὅτι ὁ ὑμέτερος σάπων εἶνε κατάλληλος διὰ τὸ πλύσιμον καὶ ἐνεργεῖ πρὸς ὠφέλειαν. <box>1182 1172 1452 1221</box>
subheading: ΙΔΙΑΙΤΕΡΟΝ ΤΗΛΕΓΡ. ΤΟΥ «ΕΜΠΡΟΣ» ΤΟΥ ΣΥΝΤΑΚΤΟΥ ΜΑΣ <box>916 259 1158 290</box>
deceased-title: (Ἀρχιμουσικοῦ) <box>651 1531 750 1547</box>
news-kicker: Παρεκλήθημεν <box>452 828 559 844</box>
paragraph: Πρωτοφανὴς διὰ τὰς Ἀθήνας ἡ κίνησις τὴν ὁποίαν παρατηρεῖ κανεὶς τὸ βράδυ εἰς τὸ Ζάππειον, ὅπου τὸ πλῆθος συρρέει διὰ νὰ ἀπολαύσῃ τῆς δροσιᾶς. <box>569 1013 831 1078</box>
paragraph: Ἡ ἀνάκρισις ἐξέδωκεν ἐντάλματα συλλήψεως κατὰ τοῦ κ. Φιχιώρη. Ἐπίσης ἐξέδωκεν ἄλλα ἐντάλματα ἀνοικτὰ πρὸς συμπλήρωσιν ἐν ἐνδεχομένῃ συλλήψει ὁπαδοῦ τοῦ τινος. <box>893 1461 1168 1542</box>
column-divider <box>1174 52 1175 2303</box>
paragraph: Τετάρτη, 14 Ἰουνίου <box>1253 862 1382 878</box>
analysis-total: 100 <box>1182 1152 1452 1169</box>
paragraph: Διωρίσθη ἐπιθεωρητὴς τῶν δημοτικῶν σχολείων Μεσσηνίας ὁ Βασ. Στεφανόπουλος ἀντὶ τοῦ παραιτηθέντος. <box>300 1837 559 1886</box>
section-headline: ΕΦΗΜΕΡΙΣ ΤΗΣ ΚΥΒΕΡΝΗΣΕΩΣ <box>300 1384 559 1410</box>
paragraph: Ζητεῖται ὑπάλληλος πεπειραμένος, χρηματίσας εἰς ἐμπορικὸν γραφεῖον, γνωρίζων τὴν γλῶσσαν Γαλλικὴν καὶ Γερμανικήν. Πληροφορίαι παρ᾽ ἡμῖν. <box>1182 1367 1452 1432</box>
paragraph: Μετετέθησαν οἱ ἀστυνόμοι Καρδίτσης Γ. Μαρούλης εἰς τὴν ἀστυνομίαν Λαρίσης, ὁ ἀστυνόμος Φαρσάλων Ν. Παπαθανασίου εἰς τὴν ἀστυνομίαν Σκύρου καὶ ὁ ἀστυνόμος Ἁγίου Κηρύκου Λ. Μπίνας εἰς τὴν ἀστυνομίαν Δίρφυος. <box>300 1734 559 1832</box>
paragraph: γενομένη αὔριον, ὥραν 5 μ. μ. ἐκ τῆς ἐν Ἀθήναις οἰκίας του, καλοῦμεν τοὺς φίλους καὶ συγγενεῖς ὅπως παρευρεθῶσιν εἰς τὸν Μητροπολιτικὸν ναόν. <box>569 1551 831 1634</box>
paragraph: ΔΙΟΝΥΣΙΑΔΟΥ (Πειραιᾶς). – Ὁ ἄρτιος θίασος τῶν ἀδελφῶν Ταβουλάρη, ὁ ὁποῖος κατέστη προσφιλέστατος εἰς τὸ Πειραϊκὸν κοινὸν θὰ δώσῃ ἀπόψε τὴν γνωστὴν κωμῳδίαν «Τὸ Ἐπ᾽ ὀνόματι τῆς Ἐπιτροπῆς». <box>569 232 831 330</box>
section-headline: ΠΟΙΚΙΛΑ ΝΕΑ <box>300 677 559 714</box>
paragraph: Κατεγκρίθη τόσω ἡ ἐφημερὶς «Σκρίπ» ἐπιλογίζεται τι ὑπὸ τοῦ ἐν μακαρίᾳ τῇ λήξει ὡς ὑπουργοῦ καὶ ἀνδρὸς Ἀθανασίου Εὐταξίου. Ὑπὸ τὸ πρόσχημα ἀποκαταστάσεως τῆς ἀληθείας ὡς πρὸς τὴν δράσιν αὐτοῦ ἐπιζητεῖται νὰ δυσφημισθῇ ἡ μνήμη ἀνδρὸς ὅστις ἐτίμησε τὴν Βουλὴν, παραθέτει δὲ αὐτολεξεὶ ψευδέστερον τὴν ἐπιστολὴν, ἣν ἔγραψεν ἐπὶ ἀποτίνοντος εἰς ἡμᾶς. <box>36 1758 290 1922</box>
column-5 <box>1182 52 1452 2303</box>
article-headline: ΝΕΩΤΕΡΑ ΕΚ ΣΠΑΡΤΗΣ <box>893 1086 1168 1115</box>
signature-title: καθηγητής <box>1283 1248 1351 1264</box>
paragraph: Ἀριθ. 1880 <box>1182 962 1251 978</box>
addressee-name: Κωνσταντῖνον Ζῶτον <box>74 955 251 972</box>
paragraph: Ἀμφότερα τὰ κείμενα ταῦτα ἔχουσιν ὡς ἑξῆς: <box>36 601 290 634</box>
analysis-value: 0,0738 <box>1408 1130 1452 1146</box>
paragraph: Τὴν προσεχῆ Πέμπτην ἀφικνεῖται ἐκ Μιλάνου ὁ διακεκριμένος Ἕλλην ὑψίφωνος κ. Ξανθόπουλος μεθ᾽ ὅλου τοῦ μελοδραματικοῦ θιάσου, ὅστις θὰ συνεργασθῇ τὴν προσεχῆ ἑβδομάδα εἰς τὸ Δημοτικὸν Θέατρον. <box>300 2063 559 2161</box>
dateline: ΠΑΡΙΣΙΟΙ, 13 Ἰουνίου. <box>941 294 1120 310</box>
